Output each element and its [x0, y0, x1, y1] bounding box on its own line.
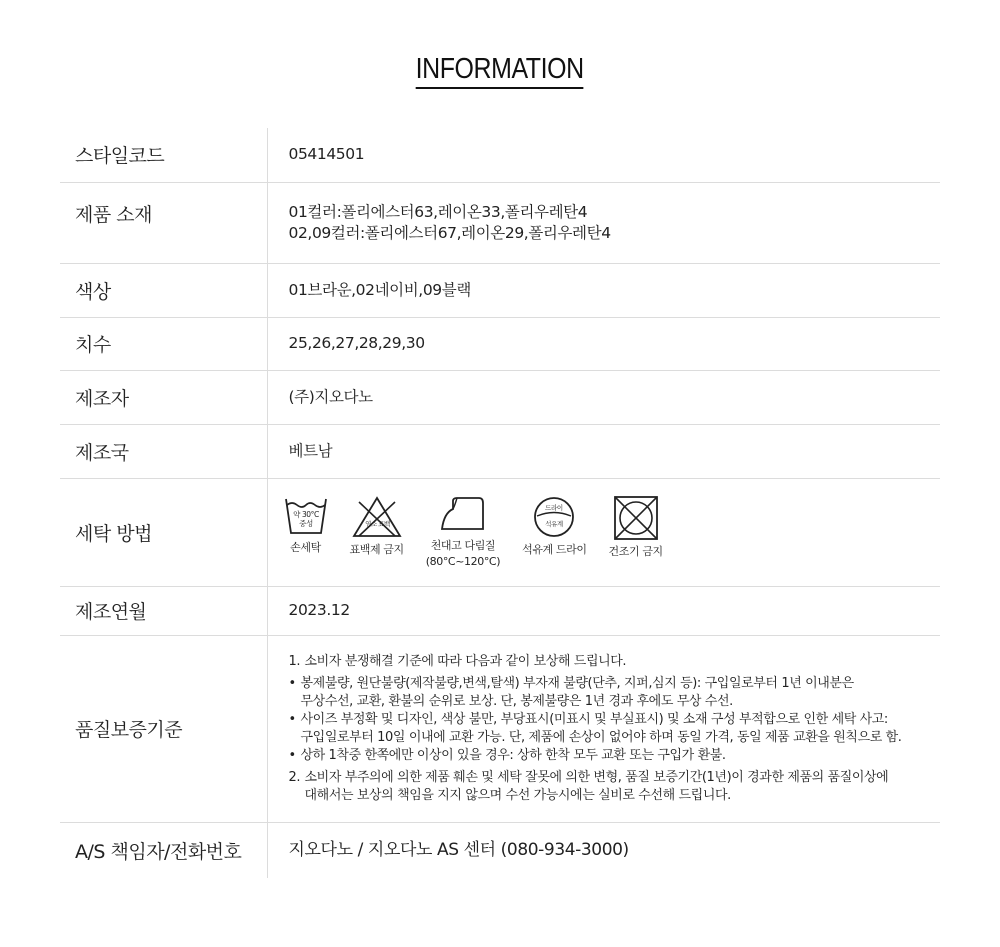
row-washing [60, 478, 940, 586]
no-bleach-caption: 표백제 금지 [349, 543, 404, 556]
quality-item-1 [289, 653, 931, 671]
washing-label: 세탁 방법 [60, 478, 267, 586]
no-bleach-word-2: 표백 [377, 520, 390, 528]
row-country [60, 424, 940, 478]
row-color [60, 263, 940, 317]
country-value: 베트남 [267, 424, 940, 478]
bullet-line: 봉제불량, 원단불량(제작불량,변색,탈색) 부자재 불량(단추, 지퍼,심지 등): 구입일로부터 1년 이내분은 [300, 675, 854, 691]
dry-word: 드라이 [545, 504, 564, 512]
no-bleach-icon [351, 495, 403, 539]
quality-bullet [289, 747, 931, 765]
quality-item-2 [289, 769, 931, 805]
bullet-line: 상하 1착중 한쪽에만 이상이 있을 경우: 상하 한착 모두 교환 또는 구입가 환불. [300, 747, 726, 763]
hand-wash-neutral: 중성 [298, 519, 313, 528]
bullet-line: 구입일로부터 10일 이내에 교환 가능. 단, 제품에 손상이 없어야 하며 동일 가격, 동일 제품 교환을 원칙으로 함. [300, 729, 902, 745]
row-maker [60, 370, 940, 424]
maker-label: 제조자 [60, 370, 267, 424]
style-code-value: 05414501 [267, 128, 940, 182]
wash-item [284, 495, 328, 555]
page-title: INFORMATION [416, 52, 584, 89]
bullet-line: 무상수선, 교환, 환불의 순위로 보상. 단, 봉제불량은 1년 경과 후에도 무상 수선. [300, 693, 733, 709]
size-value: 25,26,27,28,29,30 [267, 317, 940, 370]
row-style-code [60, 128, 940, 182]
quality-bullet [289, 711, 931, 747]
petroleum-word: 석유계 [545, 520, 564, 528]
date-value: 2023.12 [267, 586, 940, 635]
hand-wash-caption: 손세탁 [290, 541, 321, 554]
material-line: 02,09컬러:폴리에스터67,레이온29,폴리우레탄4 [288, 223, 611, 242]
material-value [267, 182, 940, 263]
row-material [60, 182, 940, 263]
title-wrap [0, 52, 1000, 89]
bullet-line: 사이즈 부정확 및 디자인, 색상 불만, 부당표시(미표시 및 부실표시) 및 소재 구성 부적합으로 인한 세탁 사고: [300, 711, 888, 727]
washing-value [267, 478, 940, 586]
as-label: A/S 책임자/전화번호 [60, 822, 267, 878]
information-table [60, 128, 940, 878]
size-label: 치수 [60, 317, 267, 370]
wash-item [522, 495, 586, 557]
bullet-mark: • [288, 675, 296, 691]
hand-wash-temp: 약 30°C [292, 510, 319, 519]
bullet-mark: • [288, 711, 296, 727]
no-bleach-word-1: 염소 [364, 520, 377, 528]
row-manufacture-date [60, 586, 940, 635]
row-quality [60, 635, 940, 822]
dry-clean-caption: 석유계 드라이 [522, 543, 587, 556]
quality-label: 품질보증기준 [60, 635, 267, 822]
petroleum-dry-clean-icon [532, 495, 576, 539]
style-code-label: 스타일코드 [60, 128, 267, 182]
quality-item-2-line: 소비자 부주의에 의한 제품 훼손 및 세탁 잘못에 의한 변형, 품질 보증기간(1년)이 경과한 제품의 품질이상에 [304, 769, 889, 785]
maker-value: (주)지오다노 [267, 370, 940, 424]
no-tumble-dry-icon [613, 495, 659, 541]
wash-item [609, 495, 663, 559]
color-value: 01브라운,02네이비,09블랙 [267, 263, 940, 317]
quality-item-1-num: 1. [288, 653, 301, 669]
quality-bullet [289, 675, 931, 711]
wash-item [350, 495, 404, 557]
quality-item-2-line: 대해서는 보상의 책임을 지지 않으며 수선 가능시에는 실비로 수선해 드립니다. [304, 787, 731, 803]
country-label: 제조국 [60, 424, 267, 478]
wash-icons [284, 495, 941, 569]
quality-value [267, 635, 940, 822]
wash-item [426, 495, 500, 569]
iron-caption-temp: (80°C~120°C) [425, 555, 501, 568]
bullet-mark: • [288, 747, 296, 763]
date-label: 제조연월 [60, 586, 267, 635]
material-label: 제품 소재 [60, 182, 267, 263]
quality-item-1-text: 소비자 분쟁해결 기준에 따라 다음과 같이 보상해 드립니다. [304, 653, 627, 669]
no-tumble-dry-caption: 건조기 금지 [608, 545, 663, 558]
color-label: 색상 [60, 263, 267, 317]
iron-icon [439, 495, 487, 535]
quality-text [289, 653, 941, 805]
quality-item-2-num: 2. [288, 769, 301, 785]
as-value: 지오다노 / 지오다노 AS 센터 (080-934-3000) [288, 839, 629, 860]
row-size [60, 317, 940, 370]
iron-caption: 천대고 다림질 [430, 539, 496, 552]
hand-wash-icon [284, 495, 328, 537]
row-after-service [60, 822, 940, 878]
material-line: 01컬러:폴리에스터63,레이온33,폴리우레탄4 [288, 202, 588, 221]
